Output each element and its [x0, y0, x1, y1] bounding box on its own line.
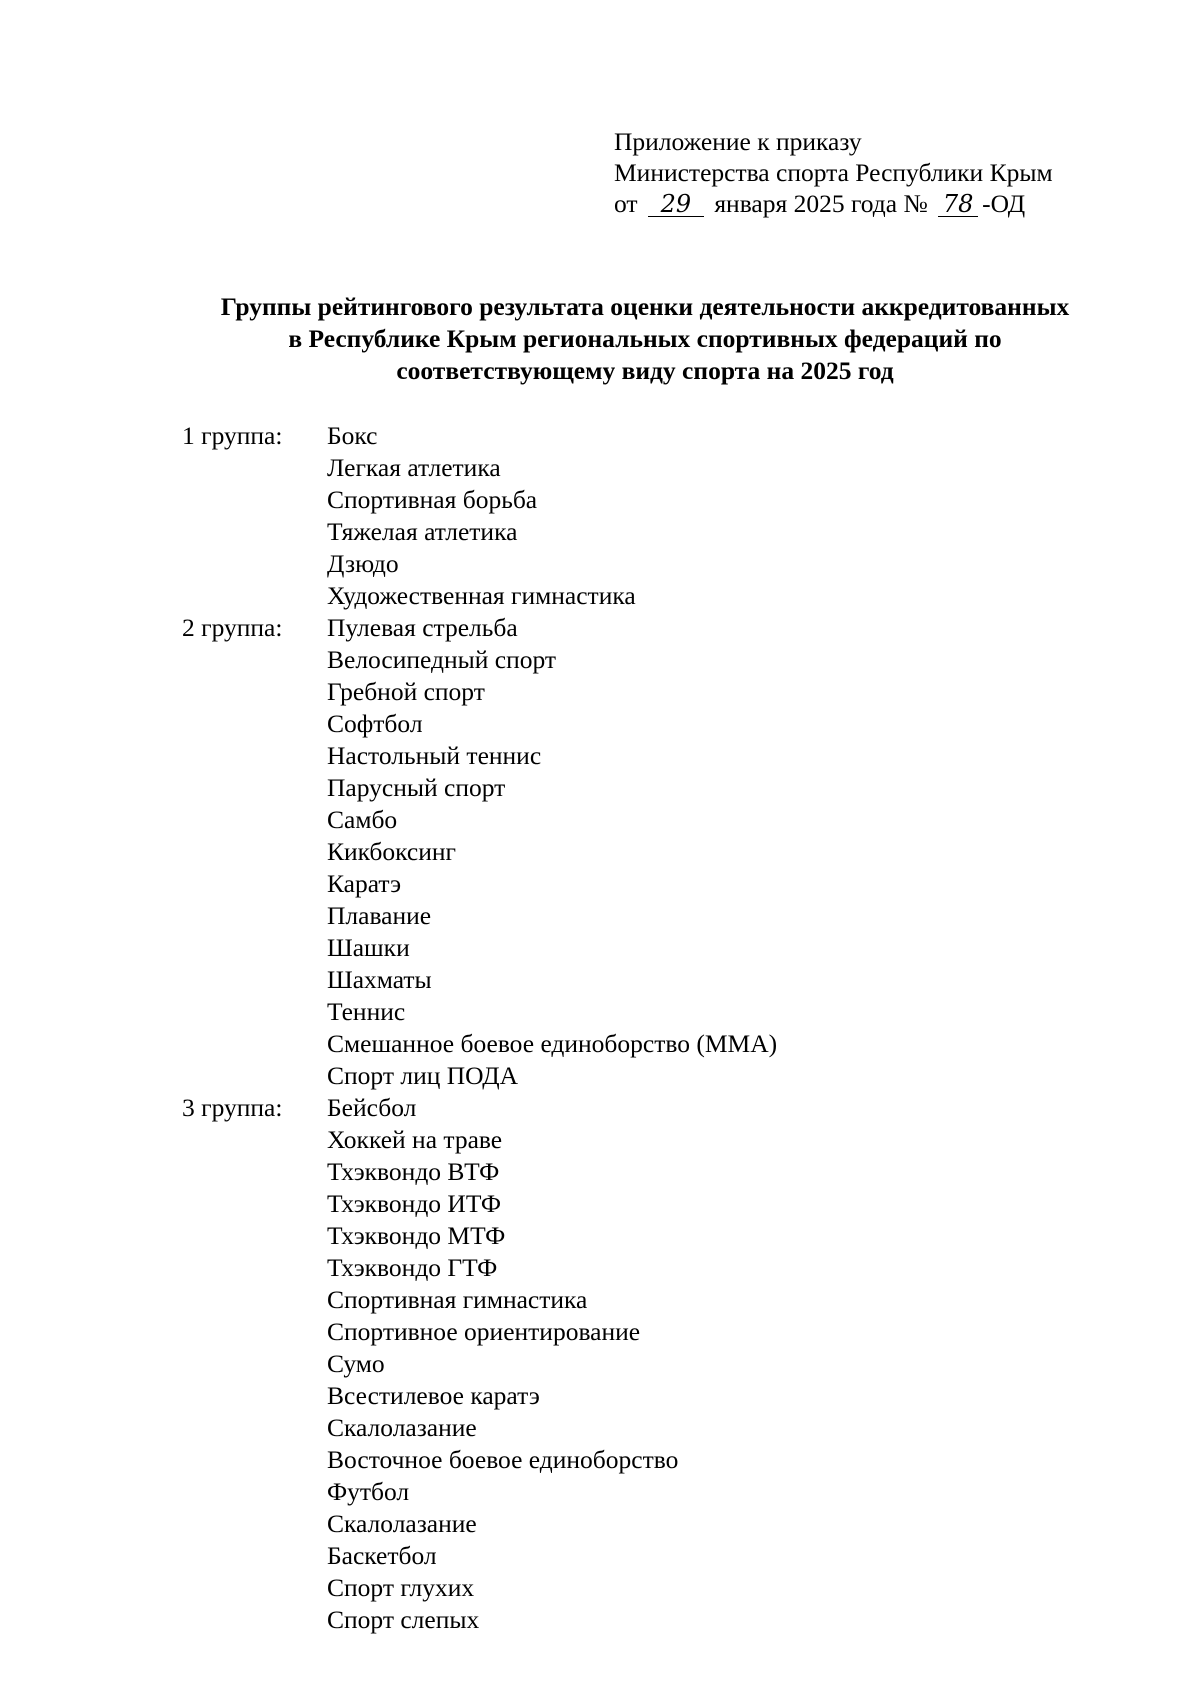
sport-item: Художественная гимнастика [327, 581, 636, 610]
sport-item: Самбо [327, 805, 398, 834]
sport-item: Настольный теннис [327, 741, 542, 770]
sport-item: Спорт лиц ПОДА [327, 1061, 519, 1090]
sport-item: Спортивное ориентирование [327, 1317, 641, 1346]
document-title [150, 291, 1140, 387]
group-1 [182, 420, 777, 612]
sport-item: Спорт глухих [327, 1573, 475, 1602]
sport-item: Баскетбол [327, 1541, 437, 1570]
sport-item: Спортивная гимнастика [327, 1285, 588, 1314]
sport-item: Скалолазание [327, 1413, 477, 1442]
group-label: 1 группа: [182, 421, 283, 450]
sport-item: Парусный спорт [327, 773, 506, 802]
handwritten-day: 29 [648, 192, 704, 217]
sport-item: Тяжелая атлетика [327, 517, 518, 546]
sport-item: Тхэквондо ВТФ [327, 1157, 500, 1186]
sport-item: Гребной спорт [327, 677, 485, 706]
sport-item: Легкая атлетика [327, 453, 501, 482]
appendix-date-line [614, 188, 1053, 219]
sport-item: Тхэквондо МТФ [327, 1221, 506, 1250]
order-suffix: -ОД [982, 189, 1026, 218]
handwritten-order-number: 78 [938, 192, 978, 217]
groups-list [182, 420, 777, 1636]
sport-item: Софтбол [327, 709, 423, 738]
date-rest: января 2025 года № [714, 189, 928, 218]
sport-item: Велосипедный спорт [327, 645, 557, 674]
sport-item: Хоккей на траве [327, 1125, 503, 1154]
title-line-1: Группы рейтингового результата оценки деятельности аккредитованных [220, 292, 1070, 321]
sport-item: Плавание [327, 901, 432, 930]
sport-item: Бейсбол [327, 1093, 417, 1122]
sport-item: Тхэквондо ИТФ [327, 1189, 501, 1218]
sport-item: Восточное боевое единоборство [327, 1445, 679, 1474]
group-items [327, 1092, 678, 1636]
group-label: 3 группа: [182, 1093, 283, 1122]
appendix-header [614, 126, 1053, 219]
sport-item: Шахматы [327, 965, 432, 994]
title-line-3: соответствующему виду спорта на 2025 год [396, 356, 894, 385]
group-2 [182, 612, 777, 1092]
date-prefix: от [614, 189, 638, 218]
sport-item: Шашки [327, 933, 410, 962]
sport-item: Дзюдо [327, 549, 399, 578]
sport-item: Спортивная борьба [327, 485, 538, 514]
group-3 [182, 1092, 777, 1636]
sport-item: Сумо [327, 1349, 385, 1378]
appendix-line-2: Министерства спорта Республики Крым [614, 158, 1053, 187]
sport-item: Бокс [327, 421, 378, 450]
sport-item: Пулевая стрельба [327, 613, 518, 642]
sport-item: Тхэквондо ГТФ [327, 1253, 498, 1282]
group-items [327, 420, 636, 612]
title-line-2: в Республике Крым региональных спортивных федераций по [288, 324, 1002, 353]
sport-item: Спорт слепых [327, 1605, 480, 1634]
sport-item: Футбол [327, 1477, 410, 1506]
group-label: 2 группа: [182, 613, 283, 642]
sport-item: Скалолазание [327, 1509, 477, 1538]
sport-item: Смешанное боевое единоборство (ММА) [327, 1029, 778, 1058]
sport-item: Теннис [327, 997, 406, 1026]
appendix-line-1: Приложение к приказу [614, 127, 862, 156]
sport-item: Кикбоксинг [327, 837, 456, 866]
sport-item: Всестилевое каратэ [327, 1381, 540, 1410]
sport-item: Каратэ [327, 869, 402, 898]
group-items [327, 612, 777, 1092]
